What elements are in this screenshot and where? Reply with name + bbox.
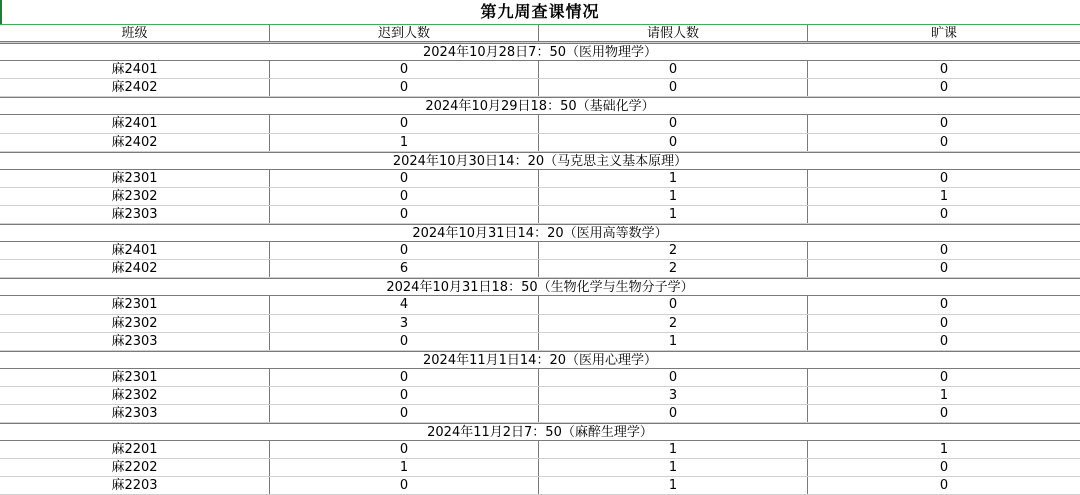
cell-class[interactable]: 麻2402 — [0, 134, 270, 151]
session-header[interactable]: 2024年10月28日7：50（医用物理学） — [0, 43, 1080, 61]
cell-late[interactable]: 0 — [270, 405, 539, 422]
table-row — [0, 115, 1080, 133]
cell-absent[interactable]: 0 — [939, 80, 949, 96]
cell-absent[interactable]: 0 — [939, 297, 949, 313]
header-late[interactable]: 迟到人数 — [270, 25, 539, 42]
cell-late[interactable]: 0 — [270, 79, 539, 96]
cell-late[interactable]: 6 — [270, 260, 539, 277]
session-header[interactable]: 2024年11月1日14：20（医用心理学） — [0, 351, 1080, 369]
cell-absent[interactable]: 1 — [939, 387, 949, 403]
cell-absent[interactable]: 0 — [939, 333, 949, 349]
table-row — [0, 206, 1080, 224]
cell-absent[interactable]: 0 — [939, 460, 949, 476]
session-header[interactable]: 2024年10月29日18：50（基础化学） — [0, 97, 1080, 115]
cell-late[interactable]: 4 — [270, 296, 539, 313]
cell-class[interactable]: 麻2401 — [0, 242, 270, 259]
cell-late[interactable]: 0 — [270, 61, 539, 78]
cell-late[interactable]: 0 — [270, 387, 539, 404]
table-row — [0, 477, 1080, 495]
cell-leave[interactable]: 2 — [539, 260, 808, 277]
cell-absent[interactable]: 0 — [939, 116, 949, 132]
cell-absent[interactable]: 0 — [939, 369, 949, 385]
cell-absent[interactable]: 0 — [939, 478, 949, 494]
cell-late[interactable]: 1 — [270, 134, 539, 151]
cell-late[interactable]: 0 — [270, 206, 539, 223]
table-row — [0, 242, 1080, 260]
cell-leave[interactable]: 3 — [539, 387, 808, 404]
cell-leave[interactable]: 0 — [539, 134, 808, 151]
cell-class[interactable]: 麻2302 — [0, 387, 270, 404]
cell-class[interactable]: 麻2203 — [0, 477, 270, 494]
cell-late[interactable]: 1 — [270, 459, 539, 476]
cell-absent[interactable]: 0 — [939, 405, 949, 421]
cell-late[interactable]: 0 — [270, 333, 539, 350]
cell-leave[interactable]: 1 — [539, 459, 808, 476]
cell-absent[interactable]: 0 — [939, 261, 949, 277]
cell-absent[interactable]: 1 — [939, 442, 949, 458]
cell-leave[interactable]: 2 — [539, 315, 808, 332]
cell-late[interactable]: 0 — [270, 170, 539, 187]
cell-leave[interactable]: 0 — [539, 61, 808, 78]
cell-absent[interactable]: 0 — [939, 206, 949, 222]
cell-leave[interactable]: 1 — [539, 170, 808, 187]
cell-absent[interactable]: 0 — [939, 62, 949, 78]
cell-class[interactable]: 麻2302 — [0, 315, 270, 332]
table-row — [0, 333, 1080, 351]
cell-leave[interactable]: 0 — [539, 405, 808, 422]
header-row — [0, 25, 1080, 43]
cell-class[interactable]: 麻2201 — [0, 441, 270, 458]
header-absent[interactable]: 旷课 — [808, 25, 1080, 42]
cell-class[interactable]: 麻2402 — [0, 260, 270, 277]
cell-class[interactable]: 麻2303 — [0, 333, 270, 350]
sheet-title: 第九周查课情况 — [480, 2, 600, 21]
cell-leave[interactable]: 1 — [539, 477, 808, 494]
table-row — [0, 188, 1080, 206]
header-leave[interactable]: 请假人数 — [539, 25, 808, 42]
table-row — [0, 79, 1080, 97]
session-header[interactable]: 2024年10月31日18：50（生物化学与生物分子学） — [0, 278, 1080, 296]
cell-class[interactable]: 麻2202 — [0, 459, 270, 476]
table-row — [0, 296, 1080, 314]
table-row — [0, 459, 1080, 477]
table-row — [0, 315, 1080, 333]
cell-class[interactable]: 麻2303 — [0, 405, 270, 422]
session-header[interactable]: 2024年10月31日14：20（医用高等数学） — [0, 224, 1080, 242]
session-header[interactable]: 2024年10月30日14：20（马克思主义基本原理） — [0, 152, 1080, 170]
cell-late[interactable]: 0 — [270, 188, 539, 205]
cell-class[interactable]: 麻2401 — [0, 61, 270, 78]
cell-leave[interactable]: 1 — [539, 333, 808, 350]
cell-leave[interactable]: 1 — [539, 441, 808, 458]
cell-leave[interactable]: 0 — [539, 296, 808, 313]
cell-late[interactable]: 0 — [270, 477, 539, 494]
cell-absent[interactable]: 1 — [939, 188, 949, 204]
cell-late[interactable]: 3 — [270, 315, 539, 332]
cell-class[interactable]: 麻2302 — [0, 188, 270, 205]
cell-absent[interactable]: 0 — [939, 243, 949, 259]
table-row — [0, 441, 1080, 459]
table-row — [0, 387, 1080, 405]
cell-leave[interactable]: 1 — [539, 188, 808, 205]
cell-class[interactable]: 麻2301 — [0, 296, 270, 313]
cell-class[interactable]: 麻2301 — [0, 170, 270, 187]
table-row — [0, 260, 1080, 278]
cell-leave[interactable]: 0 — [539, 79, 808, 96]
cell-late[interactable]: 0 — [270, 369, 539, 386]
cell-class[interactable]: 麻2301 — [0, 369, 270, 386]
cell-late[interactable]: 0 — [270, 441, 539, 458]
cell-leave[interactable]: 2 — [539, 242, 808, 259]
table-row — [0, 134, 1080, 152]
cell-class[interactable]: 麻2402 — [0, 79, 270, 96]
header-class[interactable]: 班级 — [0, 25, 270, 42]
cell-class[interactable]: 麻2401 — [0, 115, 270, 132]
cell-leave[interactable]: 0 — [539, 115, 808, 132]
cell-class[interactable]: 麻2303 — [0, 206, 270, 223]
session-header[interactable]: 2024年11月2日7：50（麻醉生理学） — [0, 423, 1080, 441]
cell-absent[interactable]: 0 — [939, 134, 949, 150]
table-row — [0, 369, 1080, 387]
cell-leave[interactable]: 1 — [539, 206, 808, 223]
cell-absent[interactable]: 0 — [939, 315, 949, 331]
table-row — [0, 405, 1080, 423]
cell-absent[interactable]: 0 — [939, 170, 949, 186]
cell-leave[interactable]: 0 — [539, 369, 808, 386]
cell-late[interactable]: 0 — [270, 242, 539, 259]
cell-late[interactable]: 0 — [270, 115, 539, 132]
table-row — [0, 61, 1080, 79]
table-row — [0, 170, 1080, 188]
